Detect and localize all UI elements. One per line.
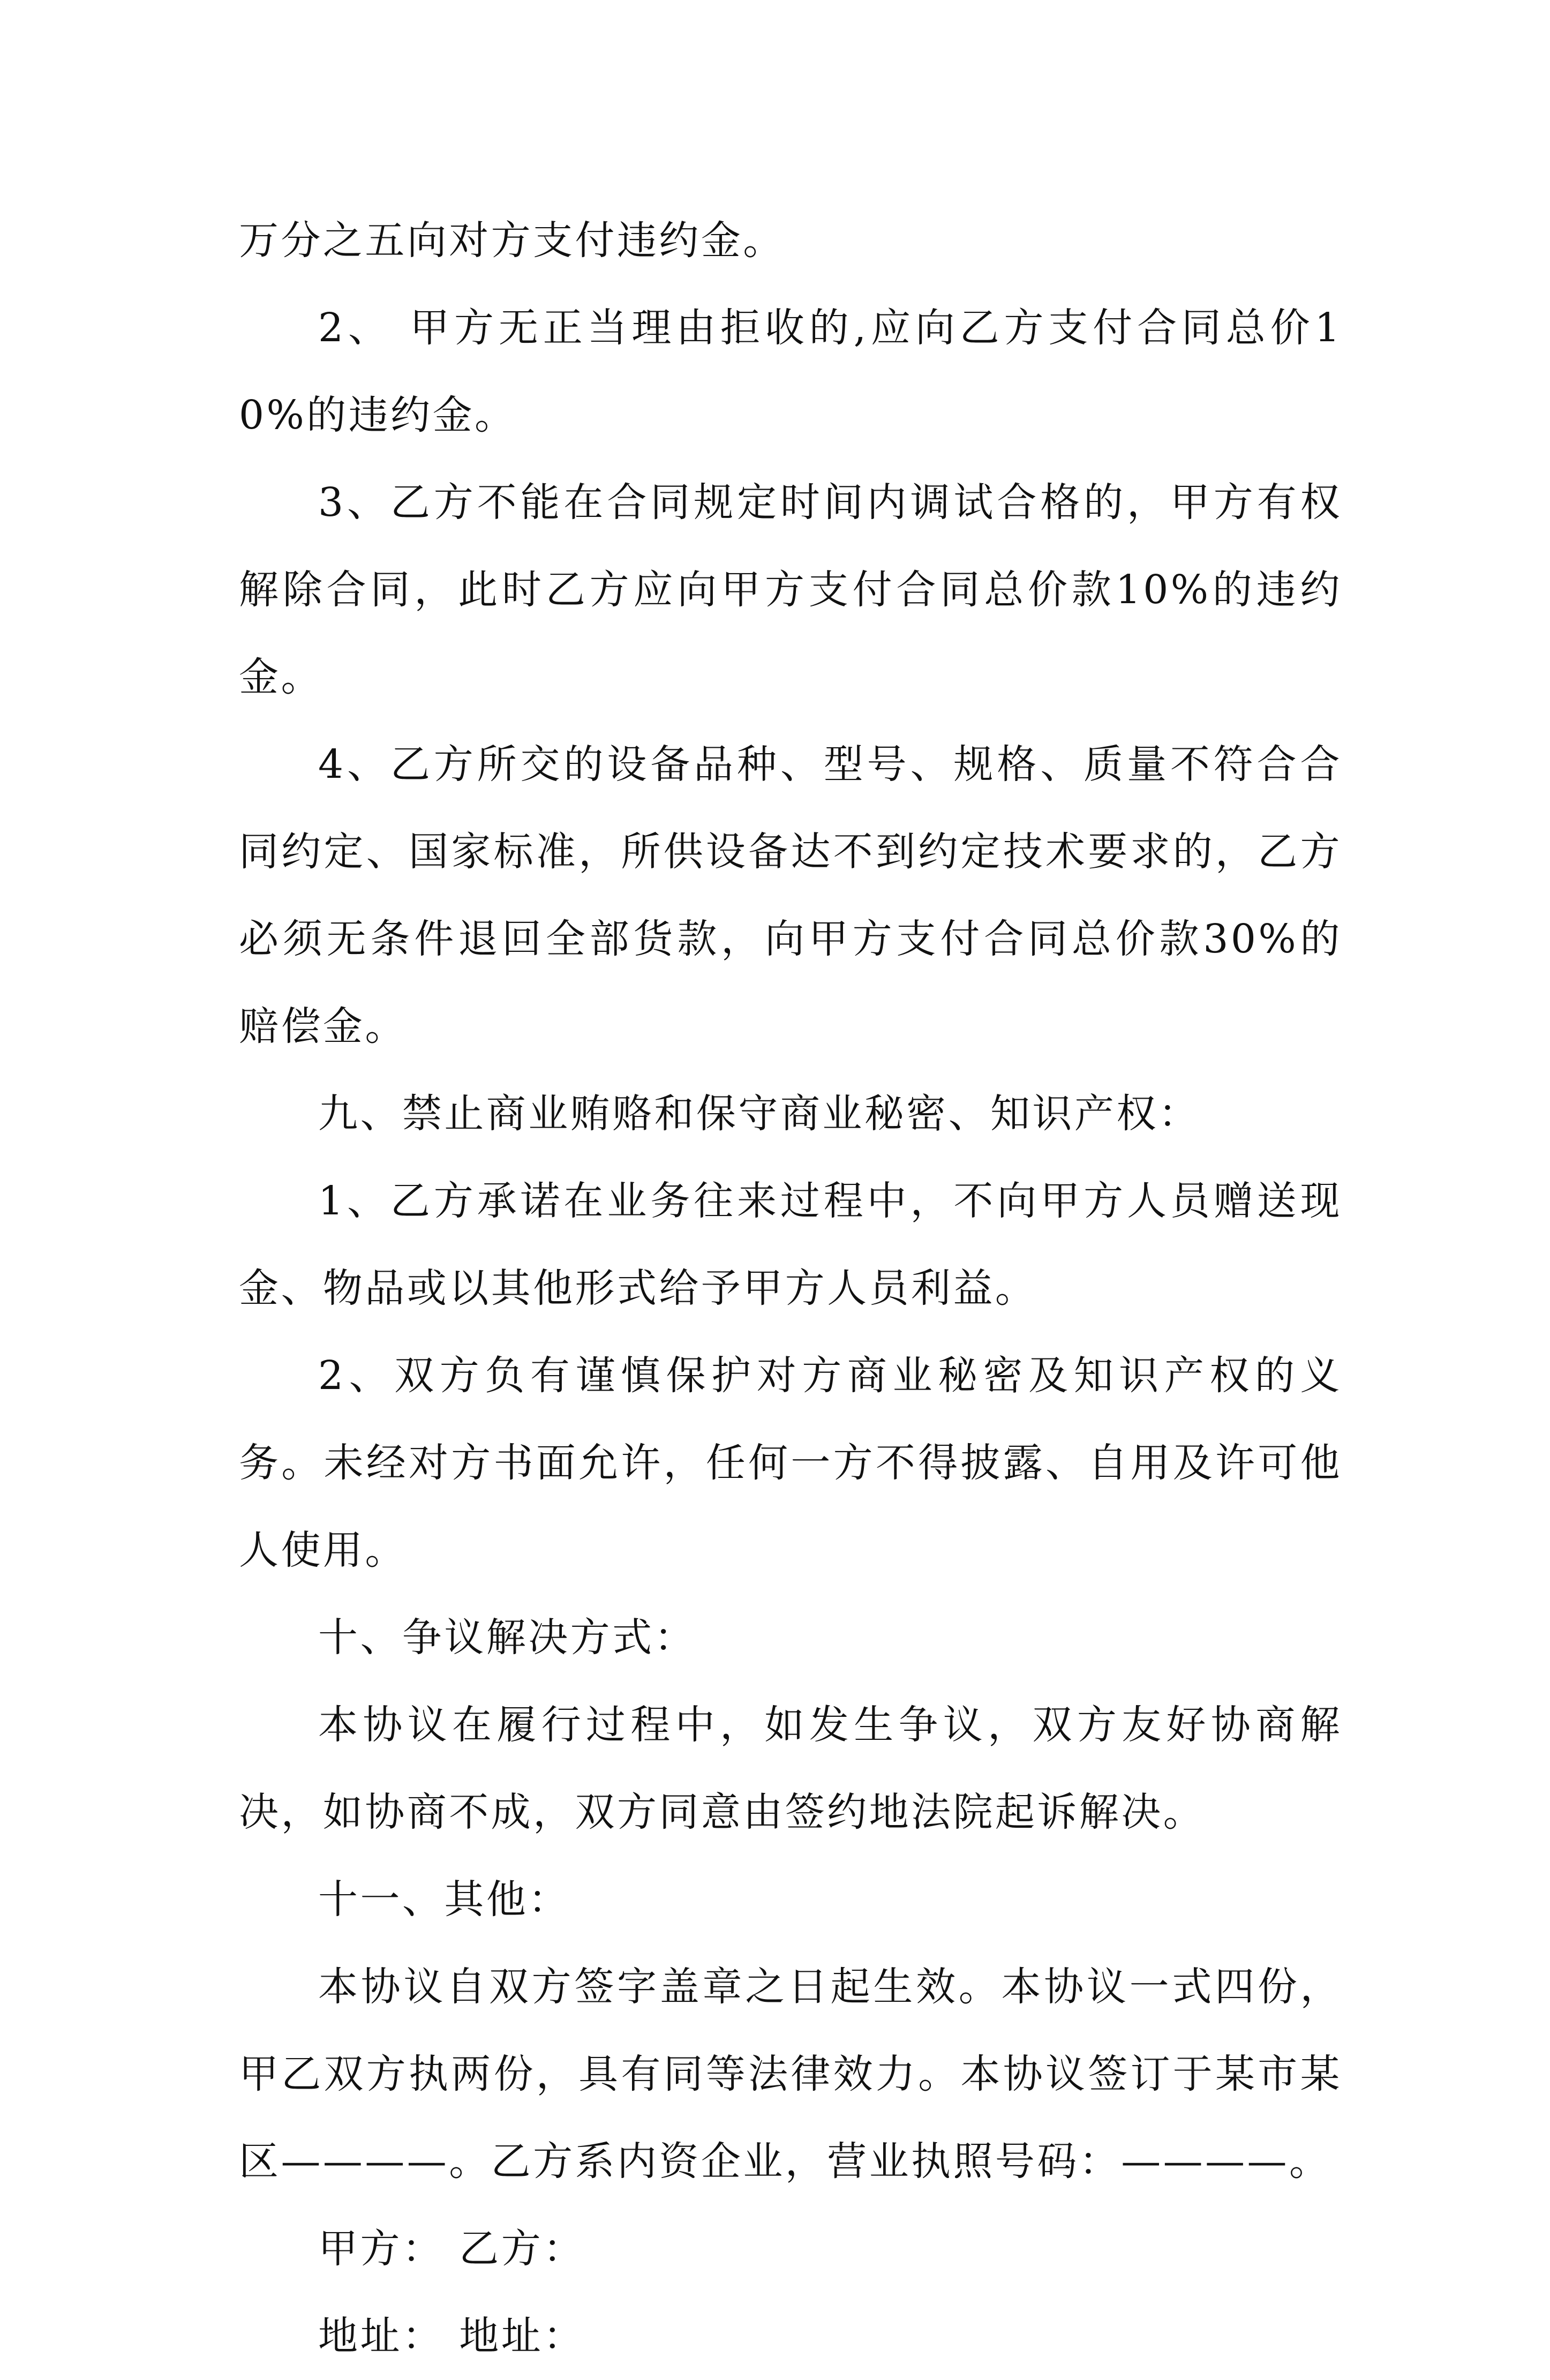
signature-address-line: 地址： 地址：	[318, 2313, 585, 2359]
paragraph-clause-2: 2、 甲方无正当理由拒收的,应向乙方支付合同总价10%的违约金。	[239, 305, 1342, 438]
paragraph-9-2: 2、双方负有谨慎保护对方商业秘密及知识产权的义务。未经对方书面允许，任何一方不得披露、自用及许可他人使用。	[239, 1353, 1342, 1573]
document-body	[239, 197, 1342, 2380]
paragraph-9-1: 1、乙方承诺在业务往来过程中，不向甲方人员赠送现金、物品或以其他形式给予甲方人员利益。	[239, 1178, 1342, 1311]
section-heading-10: 十、争议解决方式：	[318, 1615, 696, 1661]
paragraph-11-1: 本协议自双方签字盖章之日起生效。本协议一式四份，甲乙双方执两份，具有同等法律效力。本协议签订于某市某区————。乙方系内资企业，营业执照号码：————。	[239, 1964, 1342, 2184]
section-heading-11: 十一、其他：	[318, 1876, 570, 1923]
paragraph-clause-3: 3、乙方不能在合同规定时间内调试合格的，甲方有权解除合同，此时乙方应向甲方支付合同总价款10%的违约金。	[239, 479, 1342, 700]
signature-party-line: 甲方： 乙方：	[318, 2226, 585, 2272]
paragraph-10-1: 本协议在履行过程中，如发生争议，双方友好协商解决，如协商不成，双方同意由签约地法院起诉解决。	[239, 1702, 1342, 1835]
paragraph-clause-4: 4、乙方所交的设备品种、型号、规格、质量不符合合同约定、国家标准，所供设备达不到约定技术要求的，乙方必须无条件退回全部货款，向甲方支付合同总价款30%的赔偿金。	[239, 741, 1342, 1049]
paragraph-continuation: 万分之五向对方支付违约金。	[239, 217, 785, 264]
section-heading-9: 九、禁止商业贿赂和保守商业秘密、知识产权：	[318, 1091, 1201, 1137]
